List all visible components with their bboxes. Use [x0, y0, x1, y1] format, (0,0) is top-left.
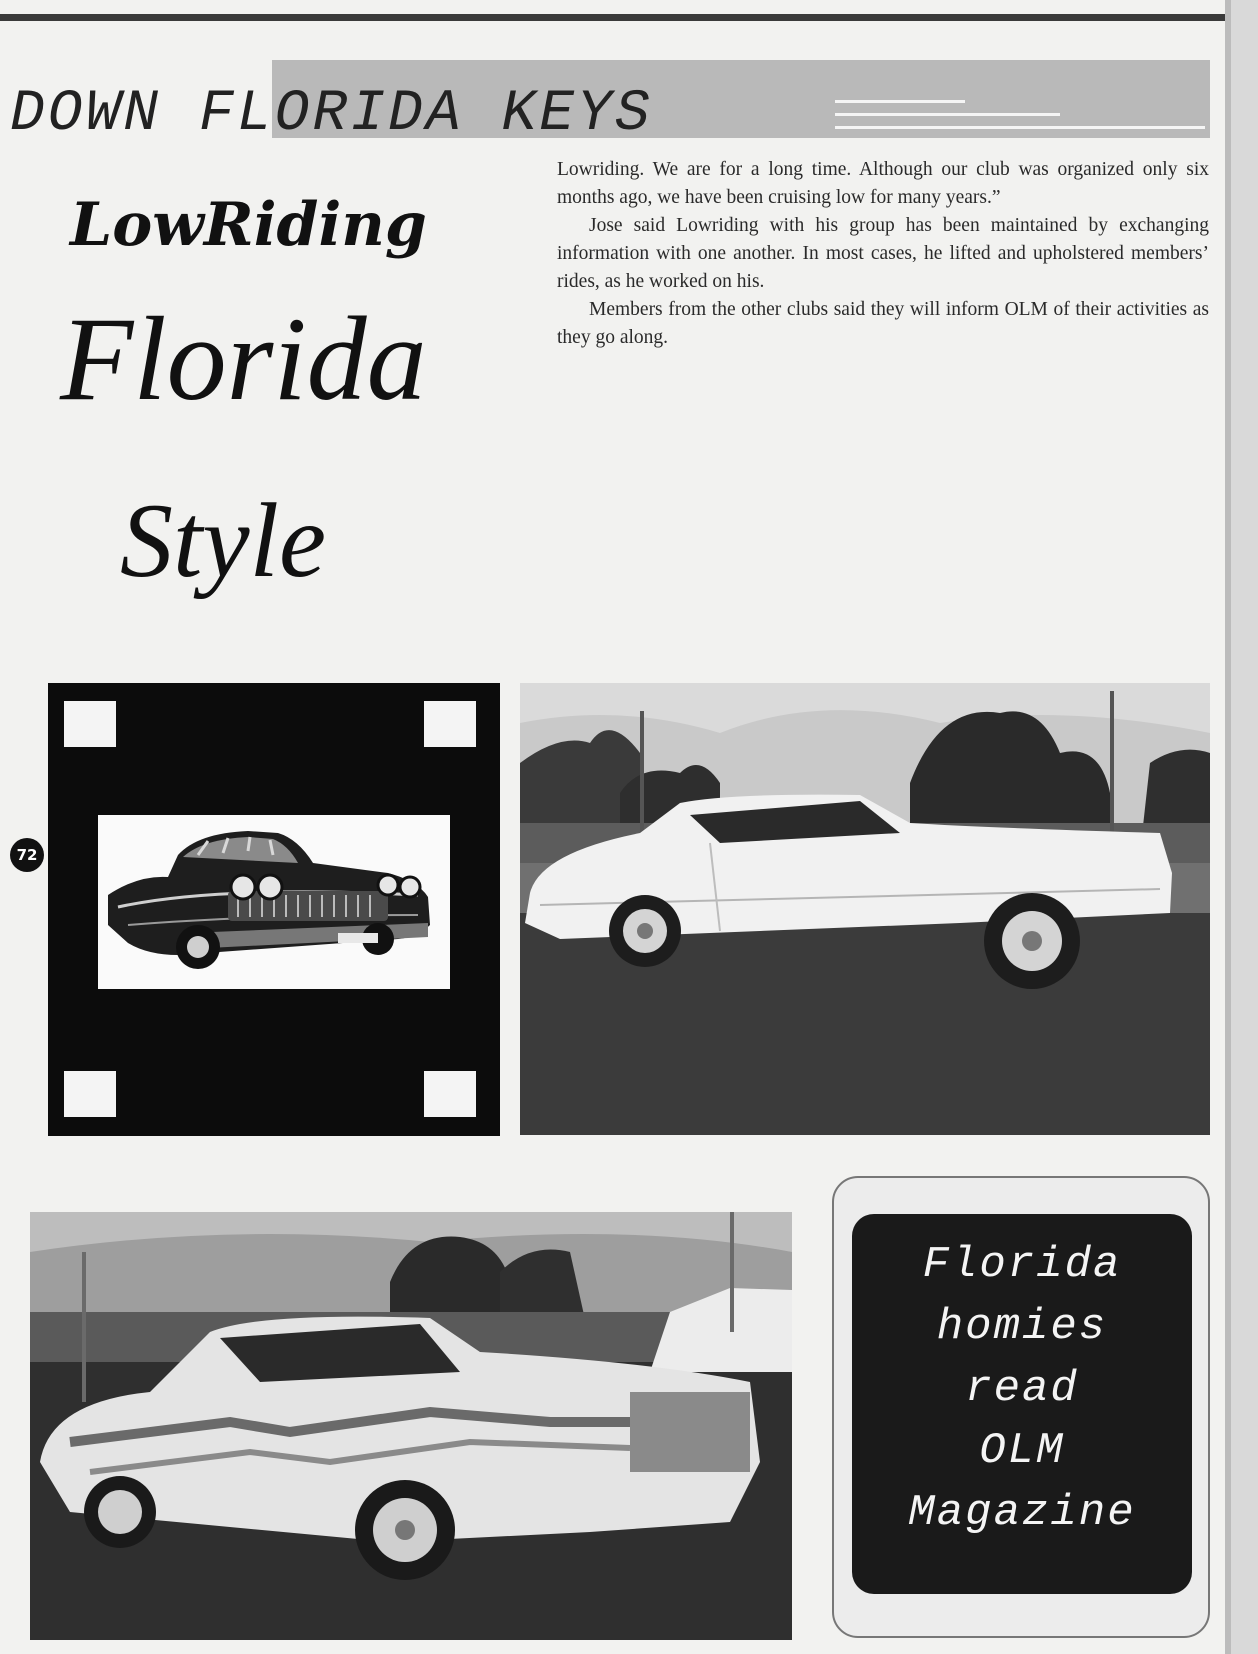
article-paragraph: Lowriding. We are for a long time. Although our club was organized only six months ago, we have been cruising low for many years.”	[557, 159, 1209, 208]
frame-illustration	[98, 815, 450, 989]
header-rule	[835, 100, 965, 103]
article-paragraph: Members from the other clubs said they will inform OLM of their activities as they go along.	[557, 299, 1209, 348]
callout-box	[832, 1176, 1210, 1638]
article-text	[557, 156, 1209, 352]
callout-line: Florida	[922, 1240, 1122, 1290]
film-frame	[48, 683, 500, 1136]
frame-corner	[424, 1071, 476, 1117]
callout-line: OLM	[979, 1426, 1065, 1476]
top-edge-line	[0, 14, 1225, 21]
car-photo-icon	[30, 1212, 792, 1640]
callout-line: read	[965, 1364, 1079, 1414]
car-drawing-icon	[98, 815, 450, 989]
photo-white-lowrider	[520, 683, 1210, 1135]
frame-corner	[64, 1071, 116, 1117]
car-photo-icon	[520, 683, 1210, 1135]
frame-corner	[424, 701, 476, 747]
callout-panel	[852, 1214, 1192, 1594]
hero-title-line-3: Style	[120, 482, 326, 599]
header-rule	[835, 113, 1060, 116]
callout-text	[852, 1234, 1192, 1544]
photo-painted-lowrider	[30, 1212, 792, 1640]
page-number-badge: 72	[10, 838, 44, 872]
hero-title-line-1: LowRiding	[70, 190, 427, 260]
frame-corner	[64, 701, 116, 747]
page-gutter	[1225, 0, 1258, 1654]
callout-line: homies	[936, 1302, 1108, 1352]
header-rule	[835, 126, 1205, 129]
hero-title-line-2: Florida	[60, 292, 427, 425]
callout-line: Magazine	[908, 1488, 1136, 1538]
article-paragraph: Jose said Lowriding with his group has been maintained by exchanging information with one another. In most cases, he lifted and upholstered members’ rides, as he worked on his.	[557, 215, 1209, 292]
section-title: DOWN FLORIDA KEYS	[10, 82, 653, 147]
